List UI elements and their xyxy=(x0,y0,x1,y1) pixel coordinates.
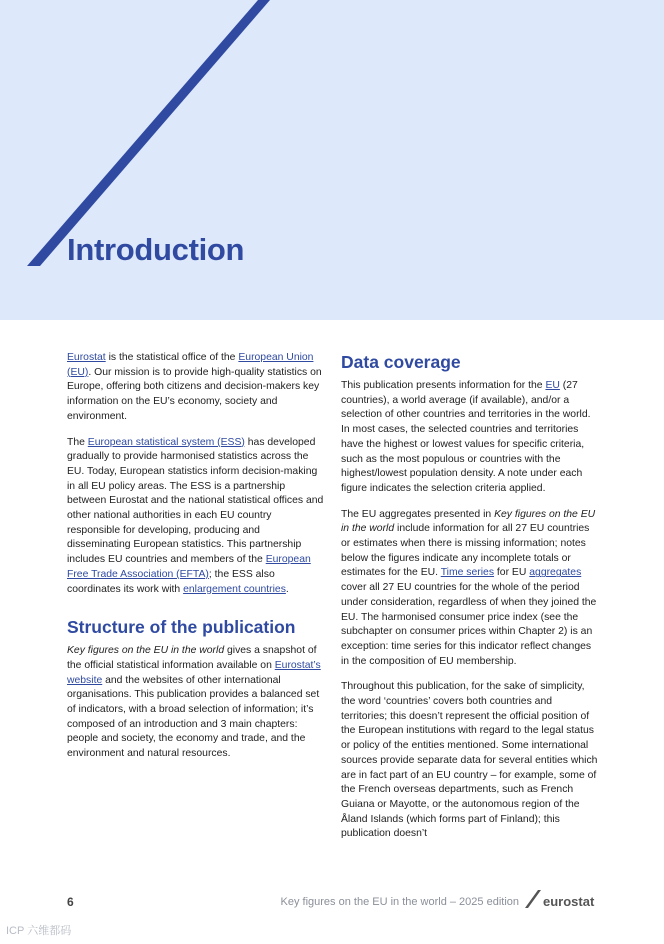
coverage-paragraph-1: This publication presents information for the EU (27 countries), a world average (if available), and/or a selection of other countries and territories in the world. In most cases, the selected countries and territories have the highest or lowest values for specific criteria, such as the most populous or countries with the highest/lowest population density. A note under each figure indicates the selection criteria applied. xyxy=(341,380,591,494)
structure-heading: Structure of the publication xyxy=(67,617,296,638)
page-title: Introduction xyxy=(67,232,245,267)
intro-paragraph-2: The European statistical system (ESS) has developed gradually to provide harmonised statistics across the EU. Today, European statistics inform decision-making in all EU policy areas. The ESS is a partnership between Eurostat and the national statistical offices and other national authorities in each EU country responsible for developing, producing and disseminating European statistics. This partnership includes EU countries and members of the European Free Trade Association (EFTA); the ESS also coordinates its work with enlargement countries. xyxy=(67,436,324,595)
eurostat-link[interactable]: Eurostat xyxy=(67,352,106,363)
header-banner xyxy=(0,0,664,320)
page-number: 6 xyxy=(67,895,74,909)
aggregates-link[interactable]: aggregates xyxy=(529,567,582,579)
diagonal-stripe xyxy=(0,0,664,320)
eurostat-slash-icon xyxy=(524,889,542,909)
right-column xyxy=(341,351,599,853)
european-union-link[interactable]: European Union (EU) xyxy=(67,352,314,378)
efta-link[interactable]: European Free Trade Association (EFTA) xyxy=(67,554,311,580)
eu-link[interactable]: EU xyxy=(545,380,560,391)
intro-paragraph-1: Eurostat is the statistical office of the European Union (EU). Our mission is to provide high-quality statistics on Europe, offering both citizens and decision-makers key information on the EU’s economy, society and environment. xyxy=(67,352,322,422)
eurostat-brand: eurostat xyxy=(543,894,595,909)
watermark: ICP 六维都码 xyxy=(6,925,72,937)
time-series-link[interactable]: Time series xyxy=(440,567,495,579)
ess-link[interactable]: European statistical system (ESS) xyxy=(87,436,245,448)
publication-title: Key figures on the EU in the world – 2025 edition xyxy=(280,896,519,908)
coverage-paragraph-2: The EU aggregates presented in Key figures on the EU in the world include information for all 27 EU countries or estimates when there is missing information; notes below the figures indicate any incomplete totals or estimates for the EU. Time series for EU aggregates cover all 27 EU countries for the whole of the period under consideration, regardless of when they joined the EU. The harmonised consumer price index (see the subchapter on consumer prices within Chapter 2) is an exception: time series for this indicator reflect changes in the composition of EU membership. xyxy=(341,508,597,667)
eurostat-website-link[interactable]: Eurostat’s website xyxy=(67,659,321,686)
enlargement-countries-link[interactable]: enlargement countries xyxy=(183,583,286,595)
coverage-paragraph-3: Throughout this publication, for the sake of simplicity, the word ‘countries’ covers both countries and territories; this doesn’t represent the official position of the European institutions with regard to the legal status or policy of the entities mentioned. Some international sources provide separate data for several entities which are in fact part of an EU country – for example, some of the French overseas departments, such as French Guiana or Mayotte, or the autonomous region of the Åland Islands (which forms part of Finland); this publication doesn’t xyxy=(341,681,598,840)
structure-paragraph: Key figures on the EU in the world gives a snapshot of the official statistical information available on Eurostat’s website and the websites of other international organisations. This publication provides a balanced set of indicators, with a broad selection of information; it’s composed of an introduction and 3 main chapters: people and society, the economy and trade, and the environment and natural resources. xyxy=(67,645,321,760)
data-coverage-heading: Data coverage xyxy=(341,352,461,372)
left-column xyxy=(67,351,325,773)
